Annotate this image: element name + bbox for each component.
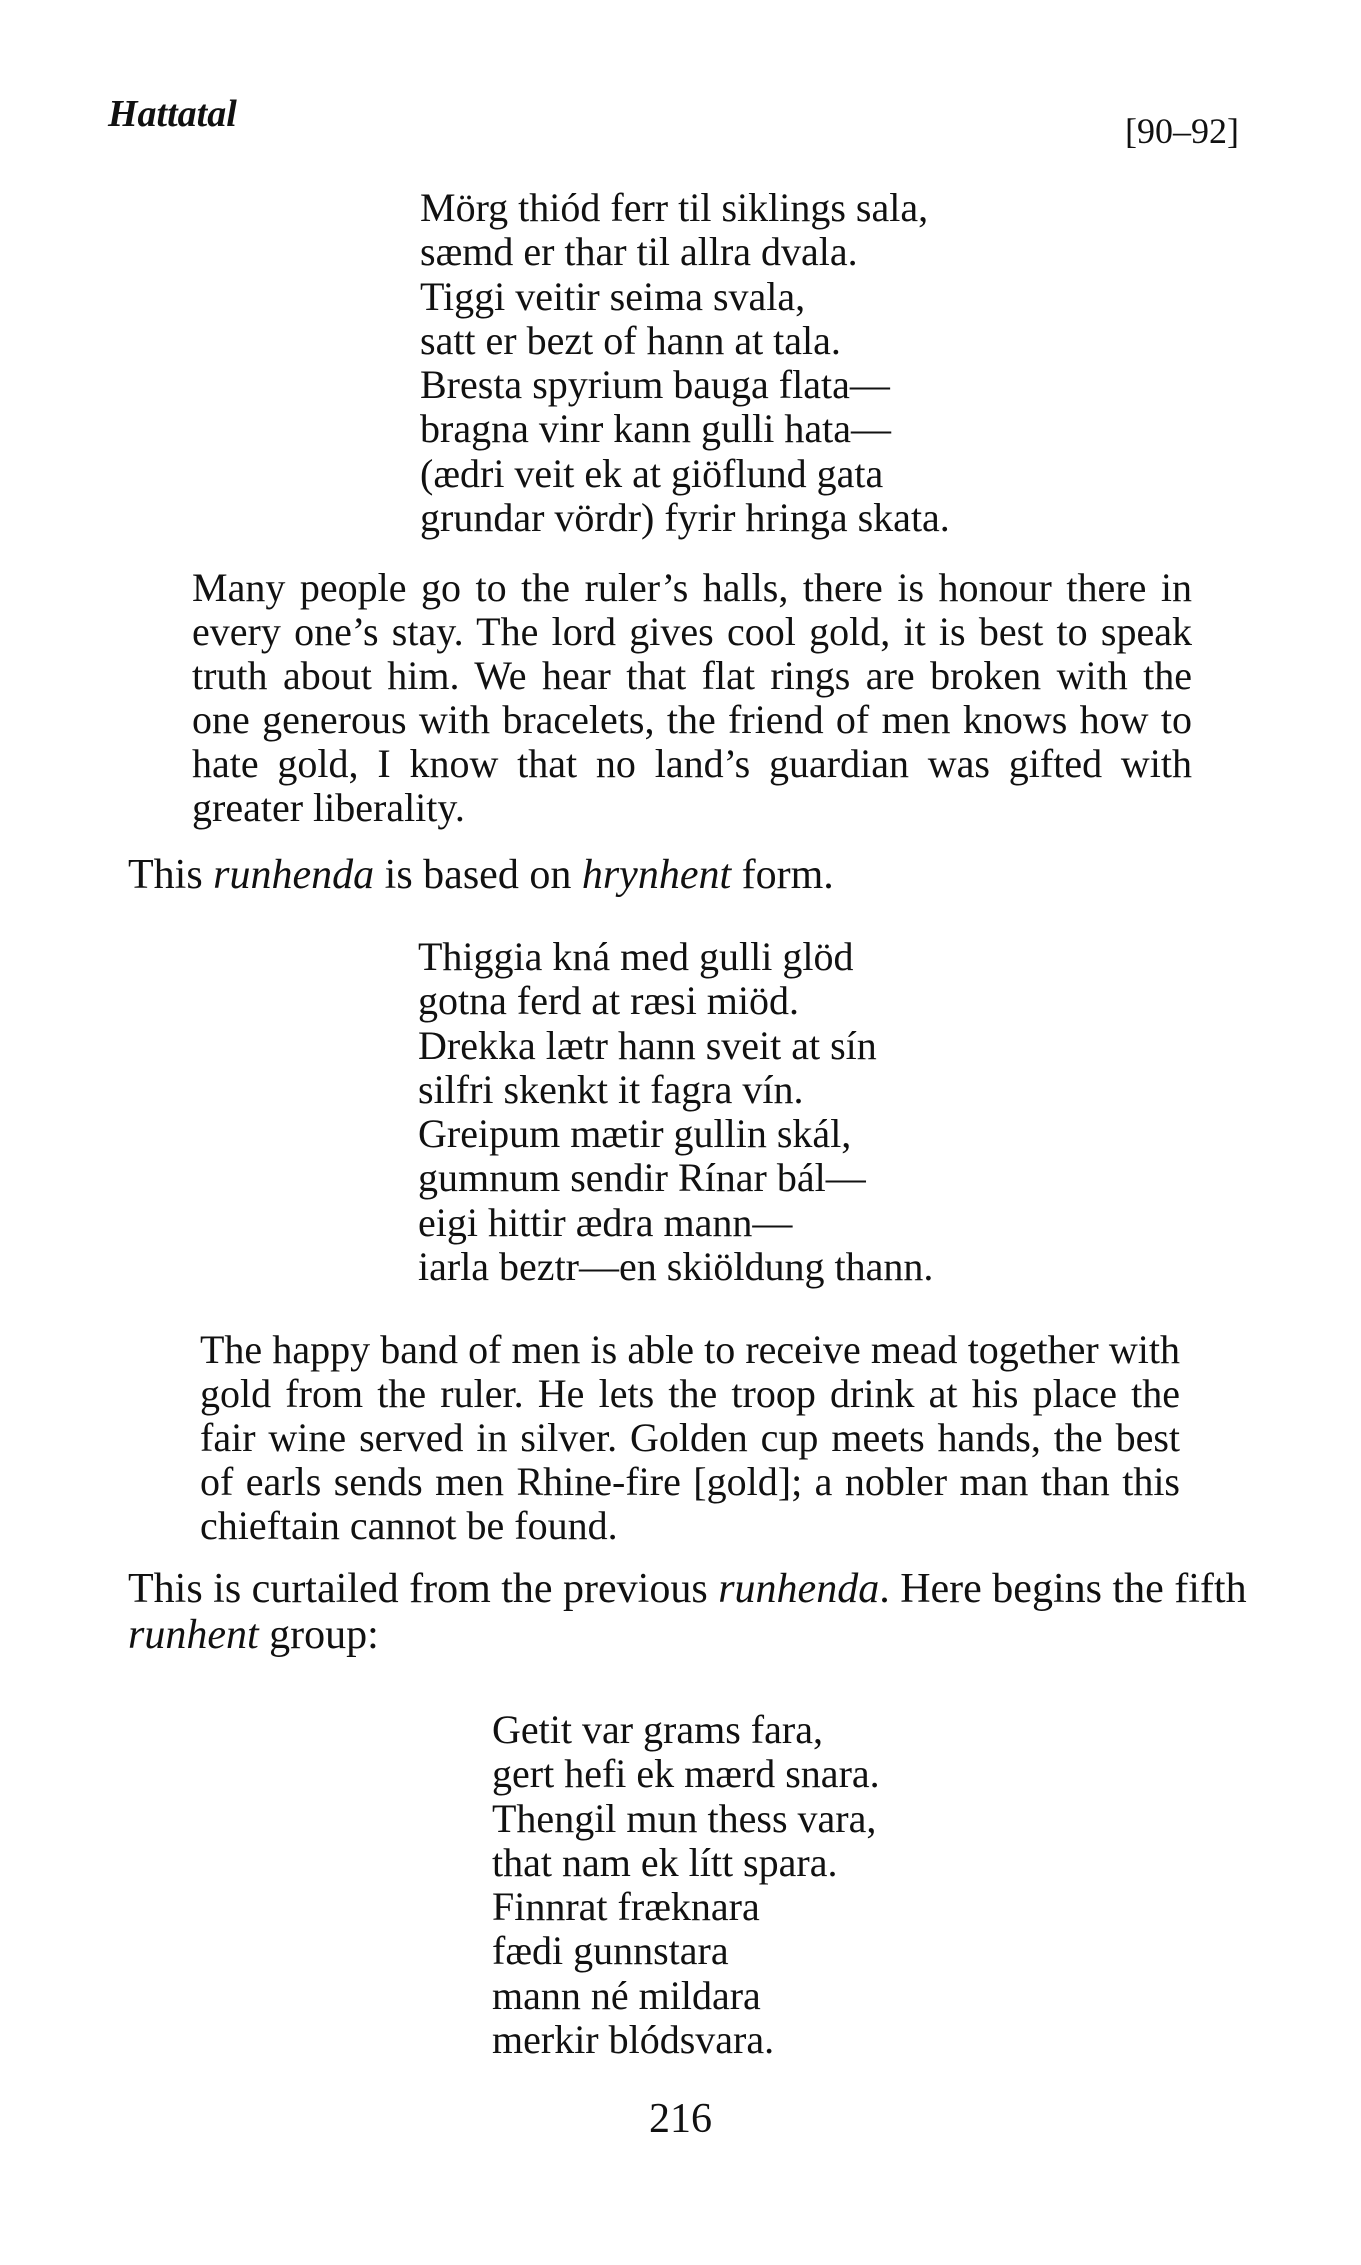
verse-line: grundar vördr) fyrir hringa skata. bbox=[420, 495, 950, 541]
verse-line: silfri skenkt it fagra vín. bbox=[418, 1066, 804, 1112]
verse-line: fædi gunnstara bbox=[492, 1928, 729, 1974]
note-term: runhent bbox=[128, 1612, 259, 1658]
verse-line: Thengil mun thess vara, bbox=[492, 1795, 877, 1841]
section-reference: [90–92] bbox=[1125, 111, 1239, 151]
verse-line: Drekka lætr hann sveit at sín bbox=[418, 1022, 877, 1068]
translation-paragraph-91: The happy band of men is able to receive mead together with gold from the ruler. He lets the troop drink at his place the fair wine served in silver. Golden cup meets hands, the best of earls sends men Rhine-fire [gold]; a nobler man than this chieftain cannot be found. bbox=[200, 1327, 1180, 1548]
verse-line: Mörg thiód ferr til siklings sala, bbox=[420, 185, 929, 230]
verse-line: Bresta spyrium bauga flata— bbox=[420, 362, 890, 408]
verse-line: gert hefi ek mærd snara. bbox=[492, 1751, 880, 1797]
verse-line: bragna vinr kann gulli hata— bbox=[420, 406, 891, 452]
verse-line: Tiggi veitir seima svala, bbox=[420, 273, 806, 319]
note-text: This is curtailed from the previous bbox=[128, 1566, 719, 1612]
verse-line: Getit var grams fara, bbox=[492, 1707, 823, 1752]
note-text: This bbox=[128, 852, 214, 898]
verse-line: eigi hittir ædra mann— bbox=[418, 1199, 793, 1245]
verse-line: Finnrat fræknara bbox=[492, 1884, 760, 1930]
note-text: . Here begins the fifth bbox=[879, 1566, 1247, 1612]
verse-line: sæmd er thar til allra dvala. bbox=[420, 229, 858, 275]
note-text: is based on bbox=[374, 852, 582, 898]
verse-line: that nam ek lítt spara. bbox=[492, 1839, 838, 1885]
verse-line: satt er bezt of hann at tala. bbox=[420, 317, 841, 363]
note-term: runhenda bbox=[718, 1566, 880, 1612]
note-term: hrynhent bbox=[581, 852, 732, 898]
verse-stanza-92 bbox=[492, 1708, 880, 2062]
verse-line: Thiggia kná med gulli glöd bbox=[418, 934, 854, 979]
running-title: Hattatal bbox=[108, 93, 237, 135]
verse-line: (ædri veit ek at giöflund gata bbox=[420, 450, 884, 496]
commentary-note-90 bbox=[128, 852, 1268, 898]
note-text: form. bbox=[731, 852, 834, 898]
verse-line: merkir blódsvara. bbox=[492, 2017, 775, 2063]
verse-line: mann né mildara bbox=[492, 1972, 761, 2018]
note-term: runhenda bbox=[213, 852, 375, 898]
translation-paragraph-90: Many people go to the ruler’s halls, there is honour there in every one’s stay. The lord gives cool gold, it is best to speak truth about him. We hear that flat rings are broken with the one generous with bracelets, the friend of men knows how to hate gold, I know that no land’s guardian was gifted with greater liberality. bbox=[192, 565, 1192, 830]
note-text: group: bbox=[258, 1612, 379, 1658]
verse-stanza-91 bbox=[418, 935, 933, 1289]
verse-line: gotna ferd at ræsi miöd. bbox=[418, 978, 800, 1024]
commentary-note-91 bbox=[128, 1566, 1268, 1658]
page-number: 216 bbox=[649, 2096, 712, 2142]
verse-line: gumnum sendir Rínar bál— bbox=[418, 1155, 866, 1201]
verse-stanza-90 bbox=[420, 186, 950, 540]
verse-line: iarla beztr—en skiöldung thann. bbox=[418, 1244, 934, 1290]
verse-line: Greipum mætir gullin skál, bbox=[418, 1111, 852, 1157]
